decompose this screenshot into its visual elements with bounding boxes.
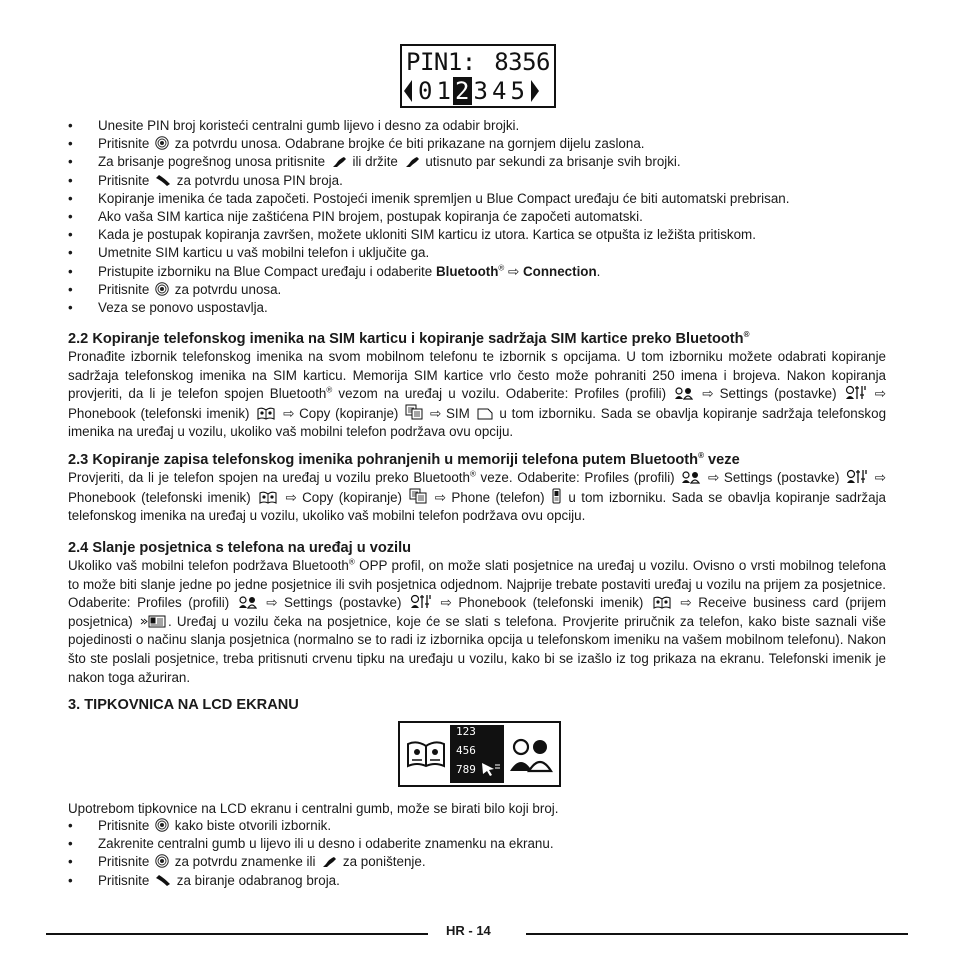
settings-icon <box>845 385 867 400</box>
list-item: • Umetnite SIM karticu u vaš mobilni telefon i uključite ga. <box>68 244 789 262</box>
pin-digit: 0 <box>418 77 433 105</box>
arrow-left-icon <box>404 80 412 102</box>
call-icon <box>155 874 171 887</box>
profiles-icon <box>674 387 694 400</box>
pin-label: PIN1: <box>406 48 476 76</box>
hangup-icon <box>331 156 347 168</box>
list-item: • Unesite PIN broj koristeći centralni gumb lijevo i desno za odabir brojki. <box>68 117 789 135</box>
keypad-selected-item <box>450 725 504 783</box>
keypad-instruction-list <box>68 817 554 890</box>
pin-digit: 5 <box>510 77 525 105</box>
settings-icon <box>410 594 432 609</box>
center-button-icon <box>155 854 169 868</box>
section-body-2-4: Ukoliko vaš mobilni telefon podržava Bluetooth® OPP profil, on može slati posjetnice na uređaj u vozilu. Ovisno o vrsti mobilnog telefona to može biti slanje jedne po jedne posjetnice ili svih posjetnica odjednom. Najprije trebate postaviti uređaj u vozilu na prijem za posjetnice. Odaberite: Profiles (profili) ⇨ Settings (postavke) ⇨ Phonebook (telefonski imenik) ⇨ Receive business card (prijem posjetnica) . Uređaj u vozilu čeka na posjetnice, koje će se slati s telefona. Provjerite priručnik za telefon, kako biste saznali više pojedinosti o načinu slanja posjetnica (normalno se to radi iz izbornika opcija u telefonskom imeniku na vašem mobilnom telefonu). Nakon što ste poslali posjetnice, treba pritisnuti crvenu tipku na uređaju u vozilu, kako bi se izašlo iz tog prikaza na ekranu. Telefonski imenik je nakon toga ažuriran. <box>68 557 887 685</box>
call-icon <box>155 174 171 187</box>
keypad-row: 123 <box>456 725 476 738</box>
list-item: • Ako vaša SIM kartica nije zaštićena PIN brojem, postupak kopiranja će započeti automatski. <box>68 208 789 226</box>
pin-value: 8356 <box>494 48 550 76</box>
footer-rule-left <box>46 933 428 935</box>
arrow-right-icon <box>531 80 539 102</box>
list-item: • Pristupite izborniku na Blue Compact uređaju i odaberite Bluetooth® ⇨ Connection. <box>68 263 789 281</box>
keypad-row: 456 <box>456 744 476 757</box>
list-item: • Pritisnite za potvrdu unosa PIN broja. <box>68 172 789 190</box>
profiles-icon <box>508 737 554 773</box>
profiles-icon <box>238 596 258 609</box>
phonebook-icon <box>406 740 446 768</box>
phonebook-icon <box>258 491 278 504</box>
copy-icon <box>405 404 423 420</box>
section-heading-2-3: 2.3 Kopiranje zapisa telefonskog imenika pohranjenih u memoriji telefona putem Bluetooth® veze <box>68 451 740 468</box>
cursor-icon <box>480 761 502 777</box>
center-button-icon <box>155 136 169 150</box>
pin-digit: 3 <box>473 77 488 105</box>
list-item: • Kopiranje imenika će tada započeti. Postojeći imenik spremljen u Blue Compact uređaju će biti automatski prebrisan. <box>68 190 789 208</box>
list-item: • Veza se ponovo uspostavlja. <box>68 299 789 317</box>
phonebook-icon <box>256 407 276 420</box>
phonebook-icon <box>652 596 672 609</box>
keypad-row: 789 <box>456 763 476 776</box>
section-heading-2-2: 2.2 Kopiranje telefonskog imenika na SIM karticu i kopiranje sadržaja SIM kartice preko Bluetooth® <box>68 330 750 347</box>
sim-icon <box>477 408 493 420</box>
footer-rule-right <box>526 933 908 935</box>
center-button-icon <box>155 282 169 296</box>
instruction-list <box>68 117 789 317</box>
list-item: • Pritisnite kako biste otvorili izbornik. <box>68 817 554 835</box>
list-item: • Pritisnite za potvrdu unosa. Odabrane brojke će biti prikazane na gornjem dijelu zaslona. <box>68 135 789 153</box>
hangup-icon <box>404 156 420 168</box>
list-item: • Zakrenite centralni gumb u lijevo ili u desno i odaberite znamenku na ekranu. <box>68 835 554 853</box>
settings-icon <box>846 469 868 484</box>
list-item: • Pritisnite za biranje odabranog broja. <box>68 872 554 890</box>
list-item: • Pritisnite za potvrdu znamenke ili za poništenje. <box>68 853 554 871</box>
copy-icon <box>409 488 427 504</box>
pin-lcd-screen <box>400 44 556 108</box>
pin-digit: 4 <box>492 77 507 105</box>
profiles-icon <box>681 471 701 484</box>
business-card-icon <box>140 615 166 628</box>
pin-digit-selected: 2 <box>453 77 472 105</box>
list-item: • Pritisnite za potvrdu unosa. <box>68 281 789 299</box>
section-body-2-3: Provjeriti, da li je telefon spojen na uređaj u vozilu preko Bluetooth® veze. Odaberite: Profiles (profili) ⇨ Settings (postavke) ⇨ Phonebook (telefonski imenik) ⇨ Copy (kopiranje) ⇨ Phone (telefon) u tom izborniku. Sada se obavlja kopiranje sadržaja telefonskog imenika na uređaj u vozilu, ukoliko vaš mobilni telefon podržava ovu opciju. <box>68 469 887 524</box>
keypad-intro: Upotrebom tipkovnice na LCD ekranu i centralni gumb, može se birati bilo koji broj. <box>68 801 559 816</box>
keypad-lcd-screen <box>398 721 561 787</box>
list-item: • Kada je postupak kopiranja završen, možete ukloniti SIM karticu iz utora. Kartica se otpušta iz ležišta pritiskom. <box>68 226 789 244</box>
section-body-2-2: Pronađite izbornik telefonskog imenika na svom mobilnom telefonu te izbornik s opcijama. U tom izborniku možete odabrati kopiranje sadržaja telefonskog imenika na SIM karticu. Memorija SIM kartice vrlo često može pohraniti 250 imena i brojeva. Nakon kopiranja provjeriti, da li je telefon spojen Bluetooth® vezom na uređaj u vozilu. Odaberite: Profiles (profili) ⇨ Settings (postavke) ⇨ Phonebook (telefonski imenik) ⇨ Copy (kopiranje) ⇨ SIM u tom izborniku. Sada se obavlja kopiranje sadržaja telefonskog imenika na uređaj u vozilu, ukoliko vaš mobilni telefon podržava ovu opciju. <box>68 349 887 440</box>
pin-digit: 1 <box>436 77 451 105</box>
list-item: • Za brisanje pogrešnog unosa pritisnite ili držite utisnuto par sekundi za brisanje svih brojki. <box>68 153 789 171</box>
page-number: HR - 14 <box>446 923 491 938</box>
phone-icon <box>552 488 561 504</box>
center-button-icon <box>155 818 169 832</box>
hangup-icon <box>321 856 337 868</box>
section-heading-2-4: 2.4 Slanje posjetnica s telefona na uređaj u vozilu <box>68 540 412 556</box>
section-heading-3: 3. TIPKOVNICA NA LCD EKRANU <box>68 697 299 713</box>
